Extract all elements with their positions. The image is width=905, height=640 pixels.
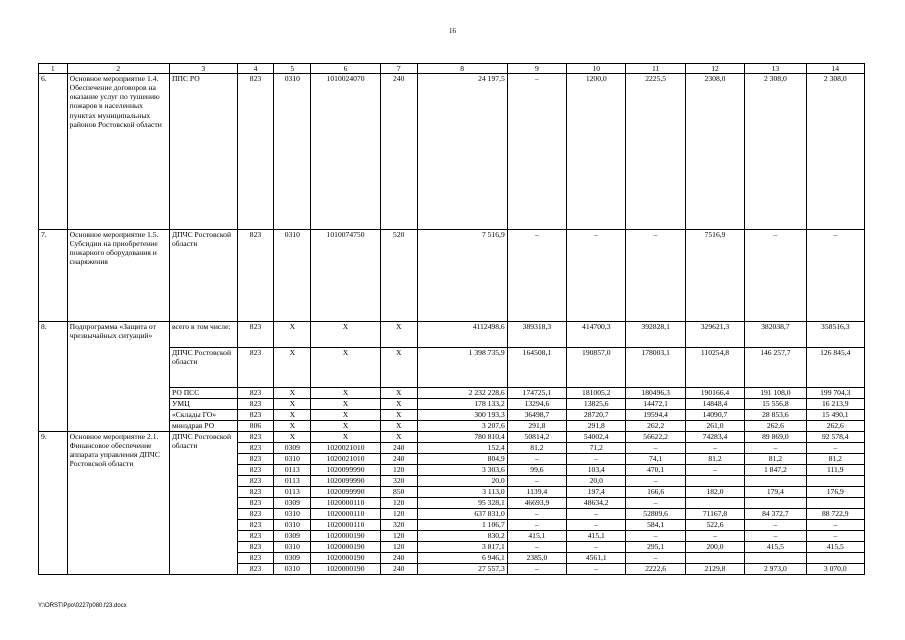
column-header: 4 bbox=[237, 64, 274, 74]
table-cell: 190166,4 bbox=[685, 388, 744, 399]
table-cell: 0310 bbox=[274, 564, 311, 575]
table-cell: 1020000110 bbox=[311, 520, 381, 531]
table-cell: 152,4 bbox=[417, 443, 507, 454]
table-row bbox=[39, 432, 865, 443]
table-cell: 99,6 bbox=[507, 465, 566, 476]
table-cell: 2 232 228,6 bbox=[417, 388, 507, 399]
table-cell: – bbox=[806, 520, 864, 531]
table-cell: 804,9 bbox=[417, 454, 507, 465]
table-cell: Х bbox=[380, 410, 417, 421]
table-cell: 7 516,9 bbox=[417, 230, 507, 322]
table-cell: Х bbox=[311, 388, 381, 399]
table-cell: 823 bbox=[237, 498, 274, 509]
table-cell: 74,1 bbox=[626, 454, 685, 465]
table-cell: 823 bbox=[237, 388, 274, 399]
table-cell: 291,8 bbox=[507, 421, 566, 432]
table-cell: 178 133,2 bbox=[417, 399, 507, 410]
table-row bbox=[39, 230, 865, 322]
table-cell: Х bbox=[380, 388, 417, 399]
table-cell: Х bbox=[274, 322, 311, 348]
table-cell: 358516,3 bbox=[806, 322, 864, 348]
table-cell: – bbox=[507, 74, 566, 230]
table-cell: 1200,0 bbox=[567, 74, 626, 230]
table-cell: – bbox=[567, 454, 626, 465]
table-cell: 48634,2 bbox=[567, 498, 626, 509]
table-cell: 240 bbox=[380, 443, 417, 454]
column-header: 9 bbox=[507, 64, 566, 74]
table-cell: – bbox=[507, 454, 566, 465]
table-cell: 71167,8 bbox=[685, 509, 744, 520]
table-cell: – bbox=[685, 443, 744, 454]
table-cell: 190857,0 bbox=[567, 348, 626, 388]
table-cell: 4561,1 bbox=[567, 553, 626, 564]
table-cell: 2225,5 bbox=[626, 74, 685, 230]
table-cell: 174725,1 bbox=[507, 388, 566, 399]
table-cell: 823 bbox=[237, 520, 274, 531]
table-cell: 28720,7 bbox=[567, 410, 626, 421]
table-cell: 240 bbox=[380, 564, 417, 575]
table-cell: 146 257,7 bbox=[745, 348, 806, 388]
table-cell bbox=[685, 553, 744, 564]
table-cell: 1020099990 bbox=[311, 476, 381, 487]
table-cell: 320 bbox=[380, 520, 417, 531]
table-cell: ДПЧС Ростовской области bbox=[170, 348, 238, 388]
table-cell: 415,1 bbox=[507, 531, 566, 542]
table-cell: 300 193,3 bbox=[417, 410, 507, 421]
table-cell: 182,0 bbox=[685, 487, 744, 498]
table-cell: 823 bbox=[237, 465, 274, 476]
table-cell: 3 817,1 bbox=[417, 542, 507, 553]
table-cell: – bbox=[806, 230, 864, 322]
table-cell: 1020000190 bbox=[311, 542, 381, 553]
table-cell bbox=[745, 553, 806, 564]
table-cell: Х bbox=[274, 388, 311, 399]
table-cell: 0310 bbox=[274, 520, 311, 531]
table-cell: 0113 bbox=[274, 465, 311, 476]
table-cell: «Склады ГО» bbox=[170, 410, 238, 421]
table-cell: – bbox=[745, 531, 806, 542]
table-cell: Х bbox=[274, 399, 311, 410]
table-cell: 780 810,4 bbox=[417, 432, 507, 443]
column-header: 11 bbox=[626, 64, 685, 74]
column-header: 5 bbox=[274, 64, 311, 74]
table-cell bbox=[685, 476, 744, 487]
table-cell: Х bbox=[274, 432, 311, 443]
table-cell: Х bbox=[274, 410, 311, 421]
table-cell: 295,1 bbox=[626, 542, 685, 553]
table-cell: 14848,4 bbox=[685, 399, 744, 410]
table-cell: – bbox=[806, 531, 864, 542]
table-cell: 46693,9 bbox=[507, 498, 566, 509]
table-cell: – bbox=[745, 520, 806, 531]
table-row bbox=[39, 322, 865, 348]
table-cell: Х bbox=[311, 348, 381, 388]
table-cell: 103,4 bbox=[567, 465, 626, 476]
table-cell: 2 308,0 bbox=[806, 74, 864, 230]
table-cell: 197,4 bbox=[567, 487, 626, 498]
table-cell: 1020000110 bbox=[311, 498, 381, 509]
table-cell: 823 bbox=[237, 230, 274, 322]
table-cell: 823 bbox=[237, 553, 274, 564]
column-header: 14 bbox=[806, 64, 864, 74]
table-cell: 4112498,6 bbox=[417, 322, 507, 348]
table-cell: 1 106,7 bbox=[417, 520, 507, 531]
table-cell: 28 853,6 bbox=[745, 410, 806, 421]
table-cell: – bbox=[507, 230, 566, 322]
table-cell: 1020021010 bbox=[311, 454, 381, 465]
table-cell: 261,0 bbox=[685, 421, 744, 432]
table-cell: 240 bbox=[380, 454, 417, 465]
table-cell: 126 845,4 bbox=[806, 348, 864, 388]
column-header: 6 bbox=[311, 64, 381, 74]
column-header: 13 bbox=[745, 64, 806, 74]
table-cell: 1020099990 bbox=[311, 465, 381, 476]
table-cell: 14090,7 bbox=[685, 410, 744, 421]
table-cell: ДПЧС Ростовской области bbox=[170, 432, 238, 575]
table-cell bbox=[806, 498, 864, 509]
table-cell: – bbox=[507, 564, 566, 575]
table-cell: 84 372,7 bbox=[745, 509, 806, 520]
table-cell: 50814,2 bbox=[507, 432, 566, 443]
table-cell: 164508,1 bbox=[507, 348, 566, 388]
table-cell: Х bbox=[274, 421, 311, 432]
table-cell: 415,1 bbox=[567, 531, 626, 542]
table-cell: 0113 bbox=[274, 476, 311, 487]
table-cell: – bbox=[567, 230, 626, 322]
table-cell: РО ПСС bbox=[170, 388, 238, 399]
header-row bbox=[39, 64, 865, 74]
column-header: 1 bbox=[39, 64, 68, 74]
table-cell: 7516,9 bbox=[685, 230, 744, 322]
column-header: 12 bbox=[685, 64, 744, 74]
table-cell: 0113 bbox=[274, 487, 311, 498]
table-cell: 52809,6 bbox=[626, 509, 685, 520]
table-cell: 522,6 bbox=[685, 520, 744, 531]
table-cell: 262,6 bbox=[806, 421, 864, 432]
table-cell: Х bbox=[311, 322, 381, 348]
table-cell: – bbox=[685, 465, 744, 476]
file-path: Y:\ORST\Ppo\0227p080.f23.docx bbox=[38, 603, 127, 609]
table-cell: 320 bbox=[380, 476, 417, 487]
column-header: 3 bbox=[170, 64, 238, 74]
table-cell: – bbox=[626, 230, 685, 322]
table-cell: 200,0 bbox=[685, 542, 744, 553]
table-cell: Х bbox=[380, 399, 417, 410]
table-cell: ППС РО bbox=[170, 74, 238, 230]
table-cell: 178003,1 bbox=[626, 348, 685, 388]
table-cell: 0310 bbox=[274, 509, 311, 520]
table-cell: 88 722,9 bbox=[806, 509, 864, 520]
table-cell: 120 bbox=[380, 498, 417, 509]
table-cell: 120 bbox=[380, 509, 417, 520]
table-cell: 2222,6 bbox=[626, 564, 685, 575]
table-cell: 71,2 bbox=[567, 443, 626, 454]
table-cell: 240 bbox=[380, 74, 417, 230]
table-cell: 823 bbox=[237, 487, 274, 498]
table-cell: – bbox=[507, 520, 566, 531]
table-cell: – bbox=[567, 542, 626, 553]
table-cell: 0309 bbox=[274, 443, 311, 454]
table-cell: 1020099990 bbox=[311, 487, 381, 498]
table-cell: – bbox=[626, 498, 685, 509]
table-cell: 382038,7 bbox=[745, 322, 806, 348]
table-cell: – bbox=[567, 509, 626, 520]
table-cell: 3 113,0 bbox=[417, 487, 507, 498]
table-cell: 24 197,5 bbox=[417, 74, 507, 230]
table-cell: 1 398 735,9 bbox=[417, 348, 507, 388]
table-cell: 110254,8 bbox=[685, 348, 744, 388]
budget-table bbox=[38, 63, 865, 575]
table-cell: 1020000190 bbox=[311, 564, 381, 575]
table-cell: – bbox=[745, 230, 806, 322]
table-cell: 262,6 bbox=[745, 421, 806, 432]
table-cell: Основное мероприятие 2.1. Финансовое обеспечение аппарата управления ДПЧС Ростовской области bbox=[67, 432, 169, 575]
table-cell: – bbox=[507, 476, 566, 487]
table-cell: – bbox=[685, 531, 744, 542]
table-cell: 16 213,9 bbox=[806, 399, 864, 410]
table-cell: 823 bbox=[237, 432, 274, 443]
table-cell: Подпрограмма «Защита от чрезвычайных ситуаций» bbox=[67, 322, 169, 432]
table-cell: 1020000190 bbox=[311, 553, 381, 564]
table-cell: 120 bbox=[380, 465, 417, 476]
table-cell: 0310 bbox=[274, 542, 311, 553]
table-cell: 823 bbox=[237, 322, 274, 348]
table-cell: 2129,8 bbox=[685, 564, 744, 575]
table-cell: Основное мероприятие 1.4. Обеспечение договоров на оказание услуг по тушению пожаров в населенных пунктах муниципальных районов Ростовской области bbox=[67, 74, 169, 230]
table-cell: 6. bbox=[39, 74, 68, 230]
table-cell: Х bbox=[311, 421, 381, 432]
table-cell: 389318,3 bbox=[507, 322, 566, 348]
table-cell: 8. bbox=[39, 322, 68, 432]
table-cell: 81,2 bbox=[745, 454, 806, 465]
table-cell: 823 bbox=[237, 348, 274, 388]
table-cell: Х bbox=[311, 399, 381, 410]
table-cell: Х bbox=[311, 410, 381, 421]
table-cell: 1 847,2 bbox=[745, 465, 806, 476]
table-cell: 0309 bbox=[274, 531, 311, 542]
table-cell: 2308,0 bbox=[685, 74, 744, 230]
table-cell: 54002,4 bbox=[567, 432, 626, 443]
table-cell: 179,4 bbox=[745, 487, 806, 498]
table-cell: 823 bbox=[237, 564, 274, 575]
table-cell: 13294,6 bbox=[507, 399, 566, 410]
table-cell: 470,1 bbox=[626, 465, 685, 476]
table-cell: – bbox=[626, 476, 685, 487]
table-cell: Х bbox=[380, 348, 417, 388]
table-cell: 2385,0 bbox=[507, 553, 566, 564]
table-cell: 291,8 bbox=[567, 421, 626, 432]
table-cell: 415,5 bbox=[806, 542, 864, 553]
table-cell: Х bbox=[380, 432, 417, 443]
table-cell: 806 bbox=[237, 421, 274, 432]
table-cell: – bbox=[626, 531, 685, 542]
column-header: 8 bbox=[417, 64, 507, 74]
table-cell: 850 bbox=[380, 487, 417, 498]
table-cell: 120 bbox=[380, 531, 417, 542]
column-header: 7 bbox=[380, 64, 417, 74]
table-cell bbox=[745, 476, 806, 487]
table-cell: 15 490,1 bbox=[806, 410, 864, 421]
table-cell: 95 328,1 bbox=[417, 498, 507, 509]
table-cell: 15 556,8 bbox=[745, 399, 806, 410]
table-cell: 191 108,0 bbox=[745, 388, 806, 399]
table-cell: 180496,3 bbox=[626, 388, 685, 399]
table-row bbox=[39, 74, 865, 230]
table-cell: 20,0 bbox=[417, 476, 507, 487]
table-cell: 637 831,0 bbox=[417, 509, 507, 520]
table-cell: всего в том числе: bbox=[170, 322, 238, 348]
table-cell: 414700,3 bbox=[567, 322, 626, 348]
table-cell: 392828,1 bbox=[626, 322, 685, 348]
table-cell: 92 578,4 bbox=[806, 432, 864, 443]
table-cell: 120 bbox=[380, 542, 417, 553]
table-cell: 166,6 bbox=[626, 487, 685, 498]
table-cell: 74283,4 bbox=[685, 432, 744, 443]
table-cell: 240 bbox=[380, 553, 417, 564]
table-cell: 176,9 bbox=[806, 487, 864, 498]
table-cell: минздрав РО bbox=[170, 421, 238, 432]
table-cell: 823 bbox=[237, 531, 274, 542]
table-cell: Х bbox=[380, 421, 417, 432]
table-cell: 81,2 bbox=[507, 443, 566, 454]
table-cell: 823 bbox=[237, 509, 274, 520]
table-cell: 6 946,1 bbox=[417, 553, 507, 564]
table-cell: 27 557,3 bbox=[417, 564, 507, 575]
table-cell: Х bbox=[380, 322, 417, 348]
table-cell: 181005,2 bbox=[567, 388, 626, 399]
table-cell: 0309 bbox=[274, 553, 311, 564]
column-header: 10 bbox=[567, 64, 626, 74]
table-cell: 19594,4 bbox=[626, 410, 685, 421]
table-cell: – bbox=[745, 443, 806, 454]
table-cell: 9. bbox=[39, 432, 68, 575]
table-cell: ДПЧС Ростовской области bbox=[170, 230, 238, 322]
table-cell: Х bbox=[311, 432, 381, 443]
table-cell: 3 070,0 bbox=[806, 564, 864, 575]
table-cell: 584,1 bbox=[626, 520, 685, 531]
table-cell: 0309 bbox=[274, 498, 311, 509]
table-cell bbox=[806, 553, 864, 564]
table-cell: – bbox=[806, 443, 864, 454]
table-cell: 823 bbox=[237, 74, 274, 230]
table-cell: – bbox=[567, 520, 626, 531]
table-cell: 823 bbox=[237, 476, 274, 487]
table-cell: – bbox=[507, 509, 566, 520]
table-cell bbox=[685, 498, 744, 509]
table-cell bbox=[745, 498, 806, 509]
table-cell: – bbox=[507, 542, 566, 553]
table-cell: 415,5 bbox=[745, 542, 806, 553]
table-cell: 823 bbox=[237, 454, 274, 465]
table-cell: 81,2 bbox=[806, 454, 864, 465]
table-cell: 89 869,0 bbox=[745, 432, 806, 443]
table-cell: 20,0 bbox=[567, 476, 626, 487]
table-cell: 1010024070 bbox=[311, 74, 381, 230]
table-cell: 0310 bbox=[274, 74, 311, 230]
table-cell: 830,2 bbox=[417, 531, 507, 542]
table-cell bbox=[806, 476, 864, 487]
table-cell: 13825,6 bbox=[567, 399, 626, 410]
table-cell: 199 704,3 bbox=[806, 388, 864, 399]
table-cell: 3 303,6 bbox=[417, 465, 507, 476]
table-cell: – bbox=[626, 443, 685, 454]
table-cell: Основное мероприятие 1.5. Субсидии на приобретение пожарного оборудования и снаряжения bbox=[67, 230, 169, 322]
table-cell: 7. bbox=[39, 230, 68, 322]
table-cell: 823 bbox=[237, 410, 274, 421]
table-cell: 520 bbox=[380, 230, 417, 322]
table-cell: 329621,3 bbox=[685, 322, 744, 348]
table-cell: 262,2 bbox=[626, 421, 685, 432]
table-cell: 0310 bbox=[274, 454, 311, 465]
table-cell: 0310 bbox=[274, 230, 311, 322]
table-cell: 2 973,0 bbox=[745, 564, 806, 575]
table-cell: 3 207,6 bbox=[417, 421, 507, 432]
table-cell: 823 bbox=[237, 399, 274, 410]
table-cell: 14472,1 bbox=[626, 399, 685, 410]
table-cell: УМЦ bbox=[170, 399, 238, 410]
table-cell: 1020000110 bbox=[311, 509, 381, 520]
table-cell: 823 bbox=[237, 542, 274, 553]
table-cell: – bbox=[626, 553, 685, 564]
column-header: 2 bbox=[67, 64, 169, 74]
table-cell: 1010074750 bbox=[311, 230, 381, 322]
table-cell: 1020021010 bbox=[311, 443, 381, 454]
table-cell: 36498,7 bbox=[507, 410, 566, 421]
table-cell: 1020000190 bbox=[311, 531, 381, 542]
table-cell: 56622,2 bbox=[626, 432, 685, 443]
table-cell: 2 308,0 bbox=[745, 74, 806, 230]
table-cell: – bbox=[567, 564, 626, 575]
table-cell: 81,2 bbox=[685, 454, 744, 465]
page-number: 16 bbox=[449, 27, 456, 35]
table-cell: 823 bbox=[237, 443, 274, 454]
table-cell: 1139,4 bbox=[507, 487, 566, 498]
table-cell: 111,9 bbox=[806, 465, 864, 476]
table-cell: Х bbox=[274, 348, 311, 388]
